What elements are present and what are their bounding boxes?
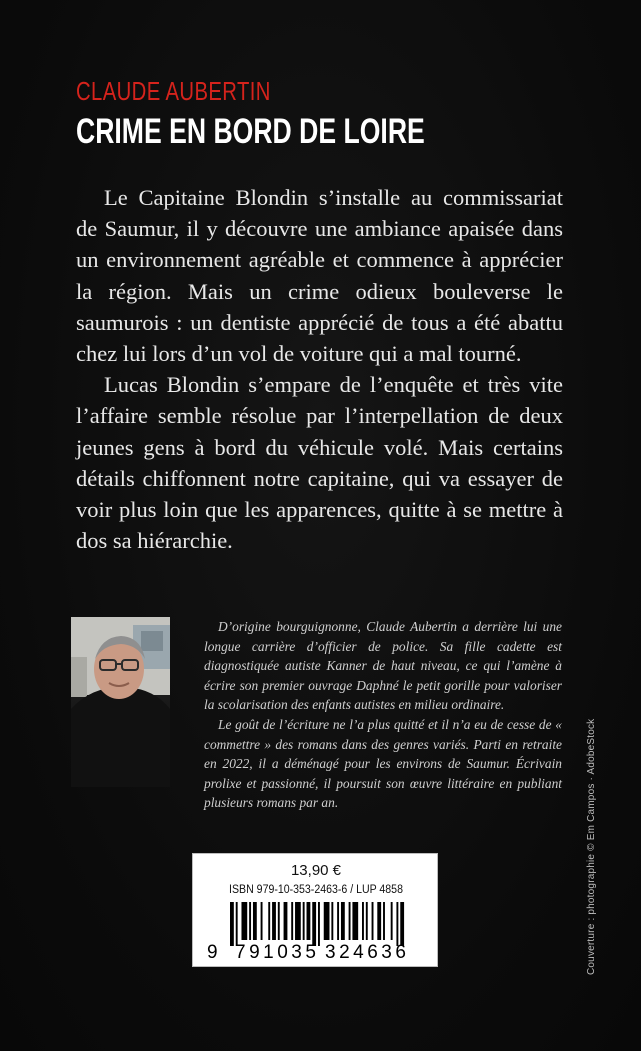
isbn: ISBN 979-10-353-2463-6 / LUP 4858 (229, 884, 403, 896)
synopsis-paragraph: Lucas Blondin s’empare de l’enquête et très vite l’affaire semble résolue par l’interpellation de deux jeunes gens à bord du véhicule volé. Mais certains détails chiffonnent notre capitaine, qui va essayer de voir plus loin que les apparences, quitte à se mettre à dos sa hiérarchie. (76, 372, 563, 554)
barcode-digits-right: 324636 (325, 942, 410, 963)
barcode-digit-first: 9 (207, 942, 218, 963)
barcode-icon (230, 902, 406, 946)
author-name: CLAUDE AUBERTIN (76, 76, 271, 106)
synopsis-paragraph: Le Capitaine Blondin s’installe au commissariat de Saumur, il y découvre une ambiance apaisée dans un environnement agréable et commence à apprécier la région. Mais un crime odieux bouleverse le saumurois : un dentiste apprécié de tous a été abattu chez lui lors d’un vol de voiture qui a mal tourné. (76, 185, 563, 367)
barcode-digits-left: 791035 (235, 942, 320, 963)
bio-paragraph: Le goût de l’écriture ne l’a plus quitté et il n’a eu de cesse de « commettre » des romans dans des genres variés. Parti en retraite en 2022, il a déménagé pour les environs de Saumur. Écrivain prolixe et passionné, il poursuit son œuvre littéraire en publiant plusieurs romans par an. (204, 716, 562, 811)
price-sticker (192, 853, 438, 967)
author-portrait-icon (71, 617, 170, 787)
book-title: CRIME EN BORD DE LOIRE (76, 112, 425, 151)
synopsis (76, 182, 563, 556)
bio-paragraph: D’origine bourguignonne, Claude Aubertin a derrière lui une longue carrière d’officier de police. Sa fille cadette est diagnostiquée autiste Kanner de haut niveau, ce qui l’amène à écrire son premier ouvrage Daphné le petit gorille pour valoriser la scolarisation des enfants autistes en milieu ordinaire. (204, 619, 562, 713)
price: 13,90 € (290, 862, 342, 879)
author-photo (71, 617, 170, 787)
cover-credit: Couverture : photographie © Em Campos · AdobeStock (586, 718, 597, 975)
author-biography (204, 617, 562, 813)
